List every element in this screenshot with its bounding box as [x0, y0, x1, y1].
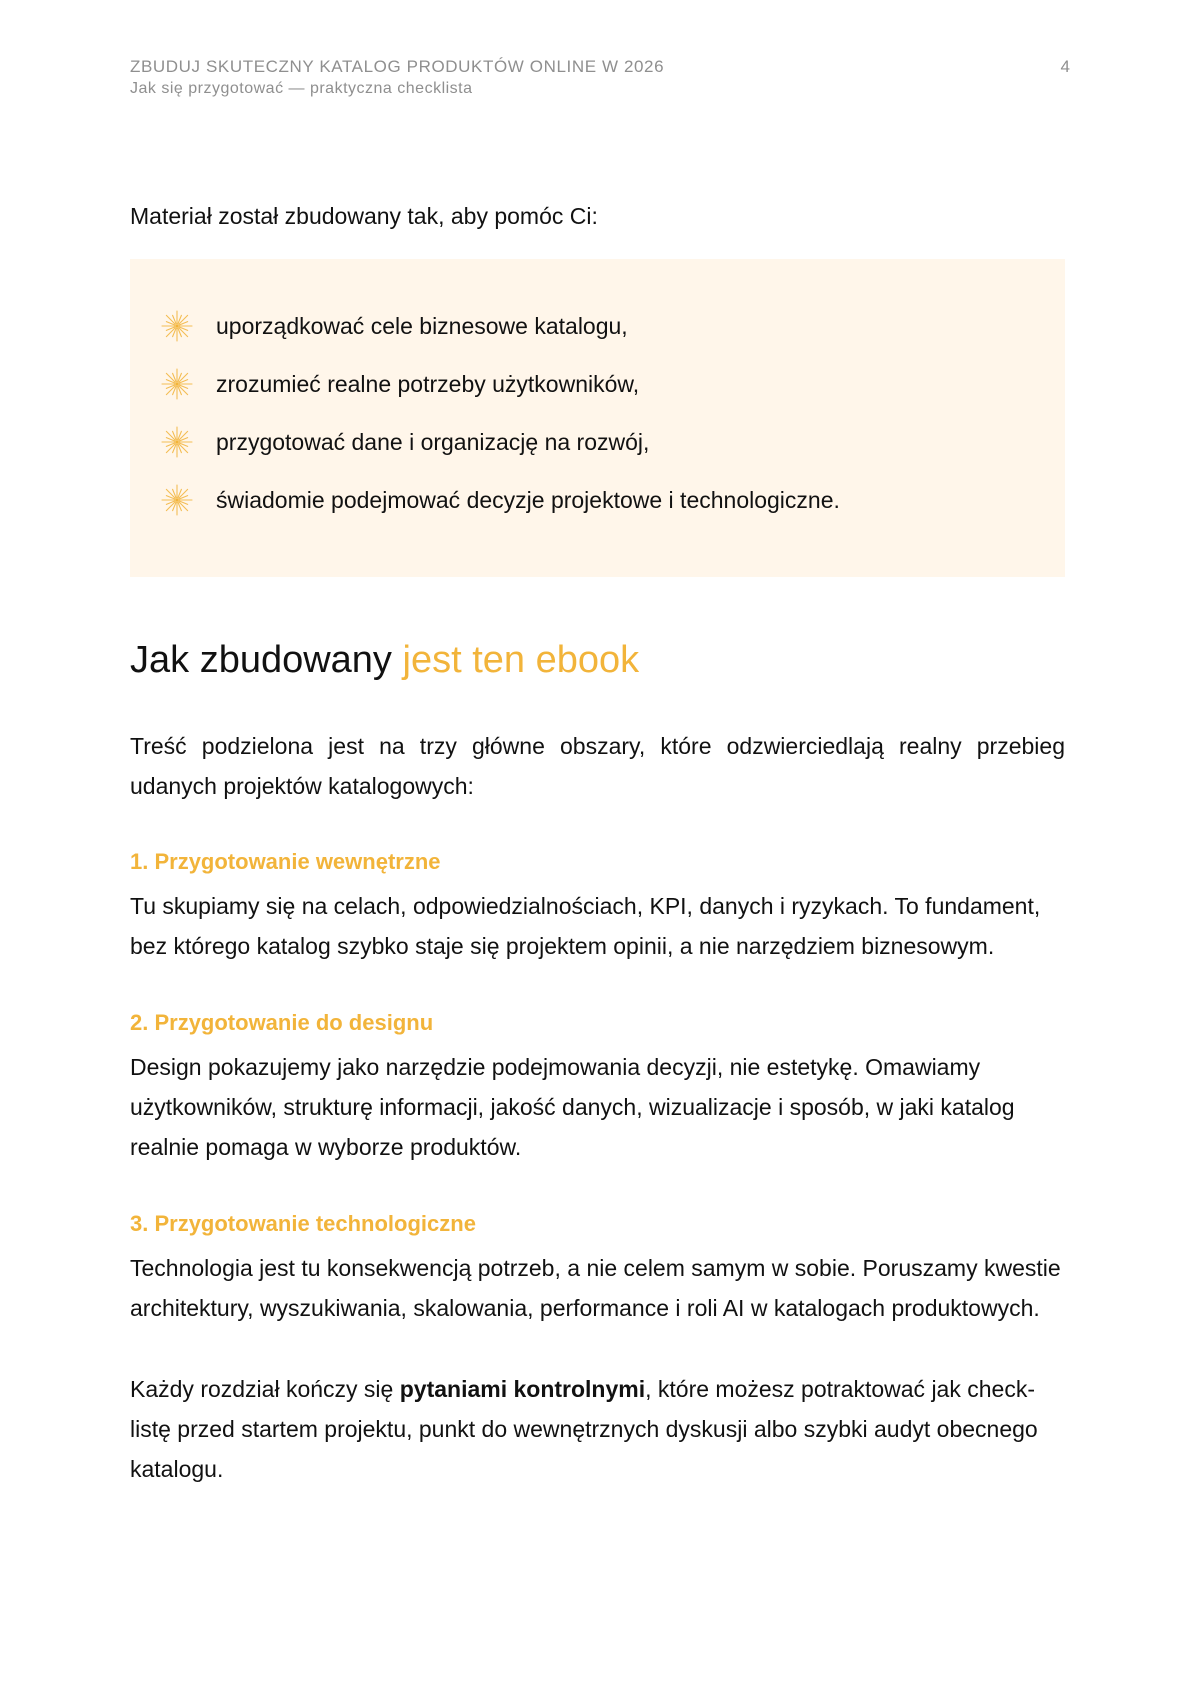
section-heading-accent: jest ten ebook: [402, 639, 640, 681]
closing-text-after: , które możesz potraktować jak check-listę przed startem projektu, punkt do wewnętrznych dyskusji albo szybki audyt obecnego katalogu.: [130, 1376, 1038, 1482]
goal-text: zrozumieć realne potrzeby użytkowników,: [216, 371, 640, 397]
goal-item: [130, 309, 1065, 367]
goal-item: [130, 425, 1065, 483]
goal-text: świadomie podejmować decyzje projektowe i technologiczne.: [216, 487, 840, 513]
header-subtitle: Jak się przygotować — praktyczna checklista: [130, 80, 473, 97]
part-1-text: Tu skupiamy się na celach, odpowiedzialnościach, KPI, danych i ryzykach. To fundament, bez którego katalog szybko staje się projektem opinii, a nie narzędziem biznesowym.: [130, 893, 1041, 959]
part-2-title: 2. Przygotowanie do designu: [130, 1010, 434, 1035]
goals-list: [130, 309, 1065, 541]
closing-paragraph: [130, 1369, 1065, 1489]
part-3-title: 3. Przygotowanie technologiczne: [130, 1211, 476, 1236]
intro-text: Materiał został zbudowany tak, aby pomóc Ci:: [130, 203, 598, 229]
section-heading-plain: Jak zbudowany: [130, 639, 403, 681]
goal-item: [130, 483, 1065, 541]
part-3-text: Technologia jest tu konsekwencją potrzeb, a nie celem samym w sobie. Poruszamy kwestie architektury, wyszukiwania, skalowania, performance i roli AI w katalogach produktowych.: [130, 1255, 1061, 1321]
sunburst-icon: [160, 367, 194, 401]
closing-text-before: Każdy rozdział kończy się: [130, 1376, 400, 1402]
goals-box: [130, 259, 1065, 577]
sunburst-icon: [160, 483, 194, 517]
closing-text-bold: pytaniami kontrolnymi: [399, 1376, 646, 1402]
goal-item: [130, 367, 1065, 425]
sunburst-icon: [160, 425, 194, 459]
running-header: [130, 56, 1070, 100]
section-intro: Treść podzielona jest na trzy główne obszary, które odzwierciedlają realny przebieg udanych projektów katalogowych:: [130, 733, 1065, 799]
goal-text: uporządkować cele biznesowe katalogu,: [216, 313, 628, 339]
header-title: ZBUDUJ SKUTECZNY KATALOG PRODUKTÓW ONLINE W 2026: [130, 57, 665, 76]
sunburst-icon: [160, 309, 194, 343]
part-1-title: 1. Przygotowanie wewnętrzne: [130, 849, 441, 874]
section-heading: [130, 636, 639, 684]
part-2-text: Design pokazujemy jako narzędzie podejmowania decyzji, nie estetykę. Omawiamy użytkowników, strukturę informacji, jakość danych, wizualizacje i sposób, w jaki katalog realnie pomaga w wyborze produktów.: [130, 1054, 1015, 1160]
goal-text: przygotować dane i organizację na rozwój,: [216, 429, 650, 455]
page-number: 4: [1060, 57, 1070, 76]
